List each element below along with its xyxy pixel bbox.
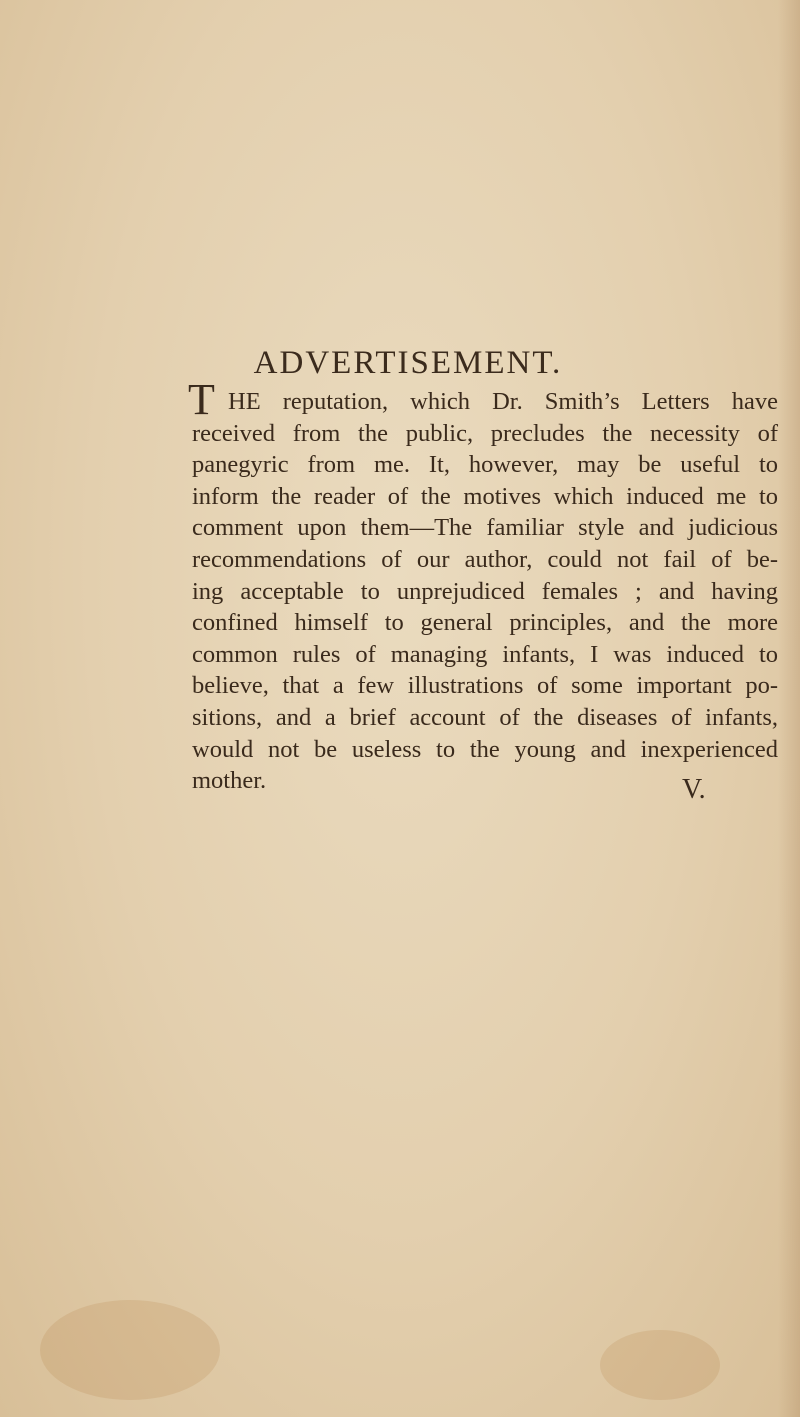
text-line: comment upon them—The familiar style and judicious <box>192 514 778 542</box>
text-line: would not be useless to the young and inexperienced <box>192 735 778 763</box>
advertisement-body <box>188 375 778 797</box>
text-line: HE reputation, which Dr. Smith’s Letters have <box>228 388 778 415</box>
page-edge-shadow <box>778 0 800 1417</box>
drop-cap: T <box>188 375 215 424</box>
text-line: believe, that a few illustrations of some important po- <box>192 672 778 700</box>
text-line: confined himself to general principles, and the more <box>192 609 778 637</box>
text-line: mother. <box>192 767 267 795</box>
page-title: ADVERTISEMENT. <box>253 345 563 381</box>
paper-stain <box>600 1330 720 1400</box>
signature: V. <box>682 774 706 805</box>
text-line: recommendations of our author, could not fail of be- <box>192 545 778 573</box>
text-line: panegyric from me. It, however, may be useful to <box>192 451 778 479</box>
text-line: common rules of managing infants, I was induced to <box>192 640 778 668</box>
paper-stain <box>40 1300 220 1400</box>
text-line: inform the reader of the motives which induced me to <box>192 482 778 510</box>
text-line: received from the public, precludes the necessity of <box>192 419 778 447</box>
text-line: sitions, and a brief account of the diseases of infants, <box>192 703 778 731</box>
text-line: ing acceptable to unprejudiced females ; and having <box>192 577 778 605</box>
